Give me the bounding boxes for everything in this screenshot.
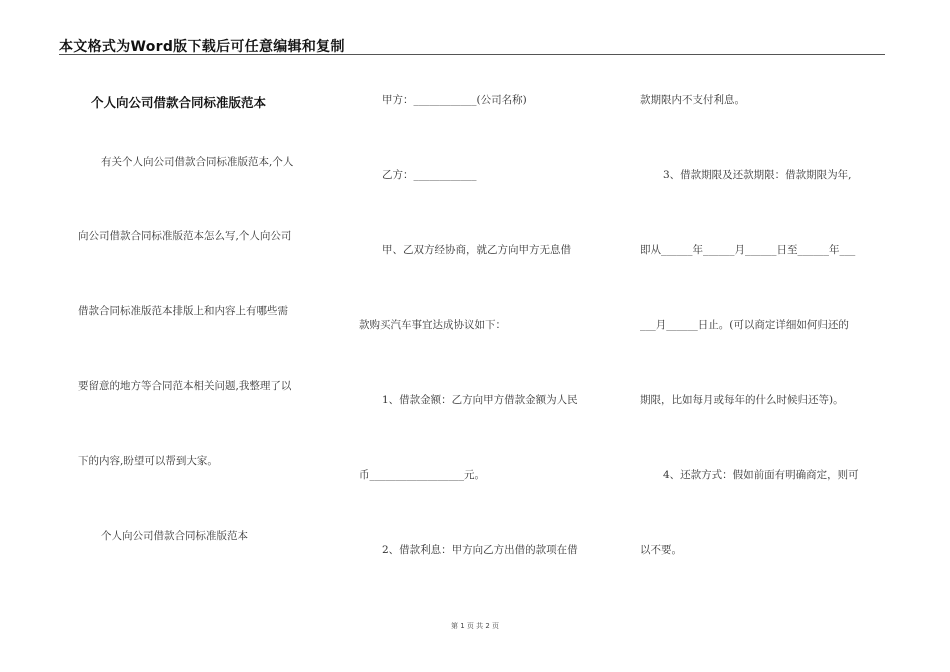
page-number: 第 1 页 共 2 页 <box>450 622 500 630</box>
header-divider <box>59 54 885 55</box>
col3-line-7: 以不要。 <box>640 544 682 556</box>
col2-line-5: 1、借款金额：乙方向甲方借款金额为人民 <box>382 394 578 406</box>
col3-line-4: ___月______日止。(可以商定详细如何归还的 <box>640 319 849 331</box>
col2-line-4: 款购买汽车事宜达成协议如下： <box>359 319 506 331</box>
document-header: 本文格式为Word版下载后可任意编辑和复制 <box>59 39 345 55</box>
document-title: 个人向公司借款合同标准版范本 <box>91 95 267 110</box>
col2-line-6: 币__________________元。 <box>359 469 485 481</box>
col3-line-5: 期限，比如每月或每年的什么时候归还等)。 <box>640 394 844 406</box>
col1-line-1: 有关个人向公司借款合同标准版范本,个人 <box>101 156 294 168</box>
col3-line-6: 4、还款方式：假如前面有明确商定，则可 <box>663 469 859 481</box>
col1-line-6: 个人向公司借款合同标准版范本 <box>101 530 248 542</box>
col2-line-7: 2、借款利息：甲方向乙方出借的款项在借 <box>382 544 578 556</box>
col1-line-4: 要留意的地方等合同范本相关问题,我整理了以 <box>78 380 292 392</box>
col3-line-2: 3、借款期限及还款期限：借款期限为年, <box>663 169 852 181</box>
col2-line-3: 甲、乙双方经协商，就乙方向甲方无息借 <box>382 244 571 256</box>
col2-line-2: 乙方：____________ <box>382 169 477 181</box>
col1-line-3: 借款合同标准版范本排版上和内容上有哪些需 <box>78 305 288 317</box>
col1-line-2: 向公司借款合同标准版范本怎么写,个人向公司 <box>78 230 292 242</box>
col3-line-1: 款期限内不支付利息。 <box>640 94 745 106</box>
col3-line-3: 即从______年______月______日至______年___ <box>640 244 856 256</box>
col2-line-1: 甲方：____________(公司名称) <box>382 94 527 106</box>
col1-line-5: 下的内容,盼望可以帮到大家。 <box>78 455 218 467</box>
